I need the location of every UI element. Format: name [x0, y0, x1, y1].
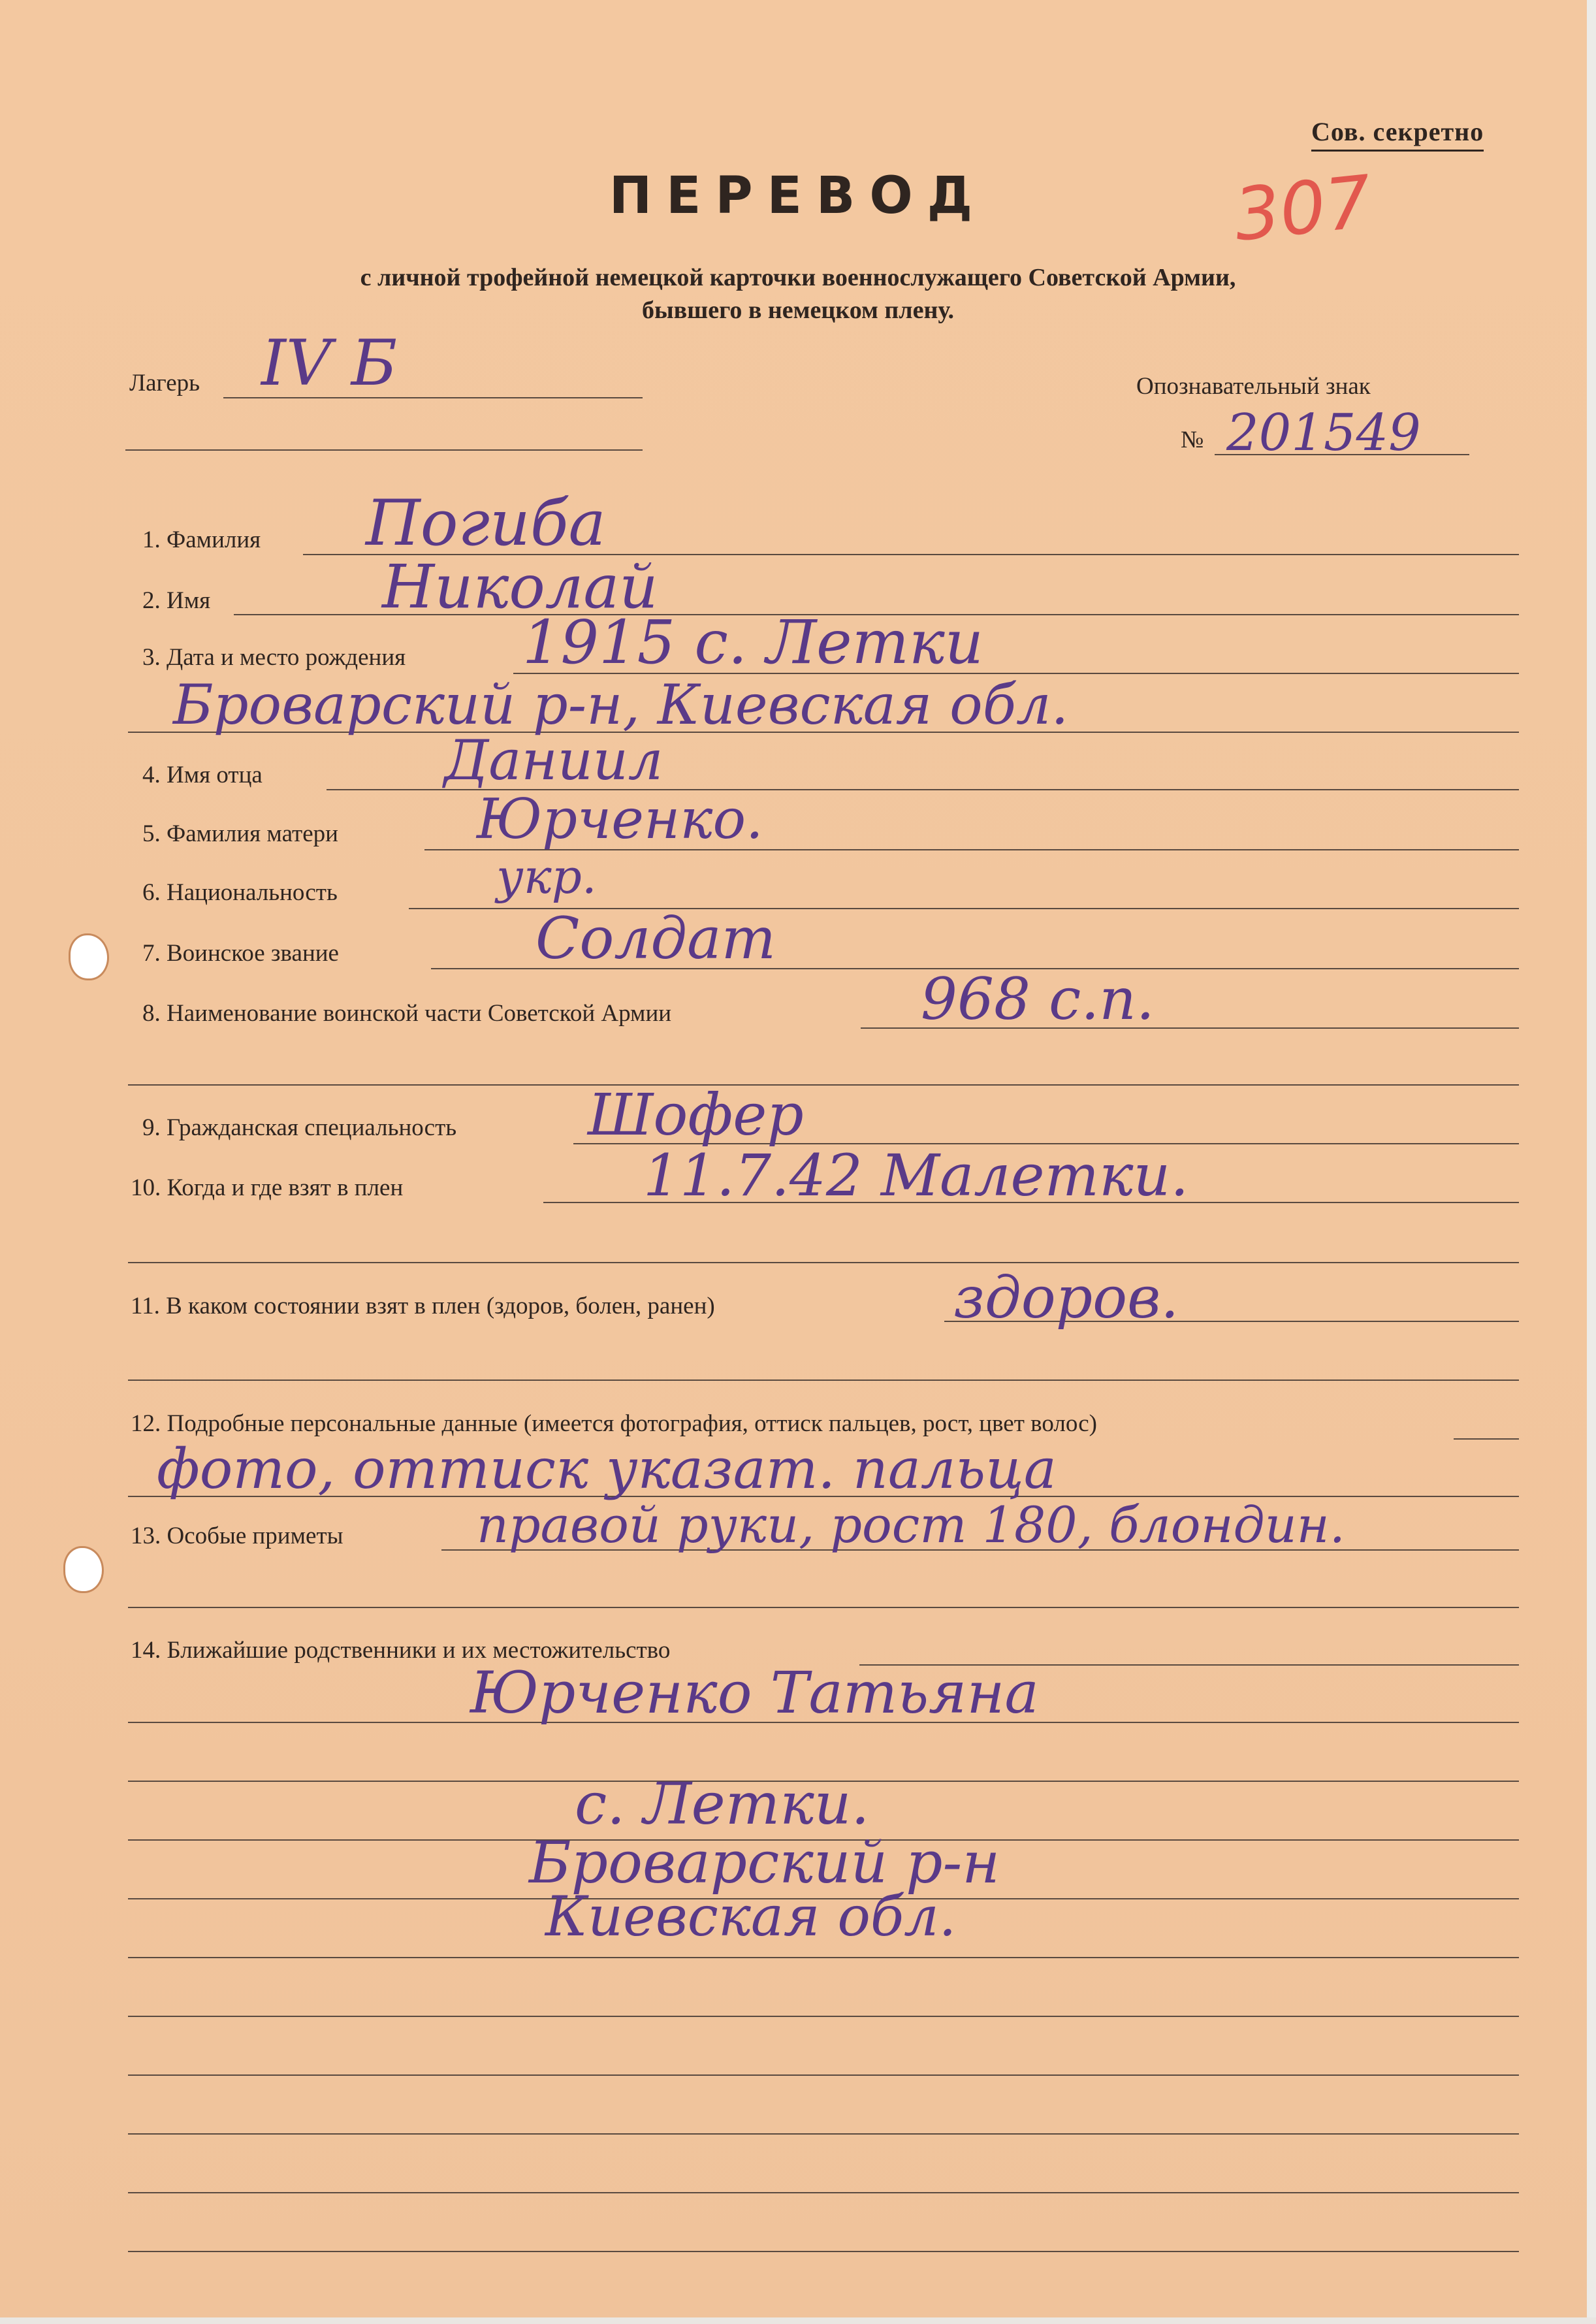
relative-line-2: с. Летки.: [575, 1770, 870, 1837]
camp-value: IV Б: [261, 327, 398, 400]
field-11-line-2: [128, 1380, 1519, 1381]
field-14-line-8: [128, 2074, 1519, 2076]
field-4-value: Даниил: [444, 728, 663, 792]
field-5-label: 5. Фамилия матери: [142, 820, 338, 847]
red-handwritten-number: 307: [1230, 159, 1376, 257]
field-8-value: 968 с.п.: [921, 965, 1155, 1033]
relative-line-3: Броварский р-н: [529, 1829, 1000, 1896]
scan-edge-right: [1587, 0, 1596, 2324]
field-6-value: укр.: [496, 849, 597, 904]
camp-extra-line: [125, 449, 643, 451]
field-14-label: 14. Ближайшие родственники и их местожительство: [131, 1637, 671, 1664]
field-11-value: здоров.: [953, 1264, 1179, 1331]
field-1-value: Погиба: [366, 487, 606, 560]
field-7-label: 7. Воинское звание: [142, 940, 339, 967]
subtitle-line-2: бывшего в немецком плену.: [641, 297, 955, 324]
id-mark-value: 201549: [1226, 404, 1421, 462]
field-3-label: 3. Дата и место рождения: [142, 644, 406, 671]
field-7-value: Солдат: [535, 905, 776, 972]
camp-label: Лагерь: [129, 370, 200, 396]
field-9-label: 9. Гражданская специальность: [142, 1114, 457, 1141]
relative-line-4: Киевская обл.: [545, 1884, 957, 1948]
field-2-label: 2. Имя: [142, 587, 211, 614]
field-10-line-2: [128, 1262, 1519, 1263]
field-2-value: Николай: [382, 552, 658, 622]
id-mark-number-prefix: №: [1181, 427, 1204, 453]
field-8-line-2: [128, 1084, 1519, 1086]
field-8-label: 8. Наименование воинской части Советской Армии: [142, 1000, 672, 1027]
field-12-label: 12. Подробные персональные данные (имеется фотография, оттиск пальцев, рост, цвет волос): [131, 1410, 1097, 1437]
field-12-value: фото, оттиск указат. пальца: [157, 1437, 1057, 1501]
document-subtitle: [0, 261, 1596, 327]
field-1-label: 1. Фамилия: [142, 526, 261, 553]
field-10-label: 10. Когда и где взят в плен: [131, 1174, 404, 1201]
field-14-line-6: [128, 1957, 1519, 1958]
field-11-label: 11. В каком состоянии взят в плен (здоров, болен, ранен): [131, 1293, 715, 1319]
id-mark-label: Опознавательный знак: [1136, 373, 1371, 400]
scan-edge-bottom: [0, 2317, 1596, 2324]
relative-line-1: Юрченко Татьяна: [470, 1659, 1039, 1726]
field-13-label: 13. Особые приметы: [131, 1523, 343, 1549]
field-14-line-10: [128, 2192, 1519, 2193]
field-6-label: 6. Национальность: [142, 879, 338, 906]
subtitle-line-1: с личной трофейной немецкой карточки военнослужащего Советской Армии,: [360, 264, 1236, 291]
field-12-line: [1454, 1438, 1519, 1440]
document-title: ПЕРЕВОД: [609, 167, 987, 225]
field-13-value: правой руки, рост 180, блондин.: [477, 1496, 1345, 1554]
field-9-value: Шофер: [588, 1081, 804, 1148]
field-4-label: 4. Имя отца: [142, 762, 263, 788]
field-14-line-9: [128, 2133, 1519, 2135]
punch-hole-top: [71, 935, 107, 978]
punch-hole-bottom: [65, 1548, 102, 1591]
field-5-value: Юрченко.: [477, 787, 763, 851]
field-3-value: 1915 с. Летки: [522, 607, 984, 677]
field-10-value: 11.7.42 Малетки.: [643, 1142, 1189, 1209]
field-13-line-2: [128, 1607, 1519, 1608]
field-3-value-line-2: Броварский р-н, Киевская обл.: [173, 673, 1069, 737]
field-14-line-7: [128, 2016, 1519, 2017]
field-14-line-11: [128, 2251, 1519, 2252]
classification-label: Сов. секретно: [1311, 116, 1484, 152]
